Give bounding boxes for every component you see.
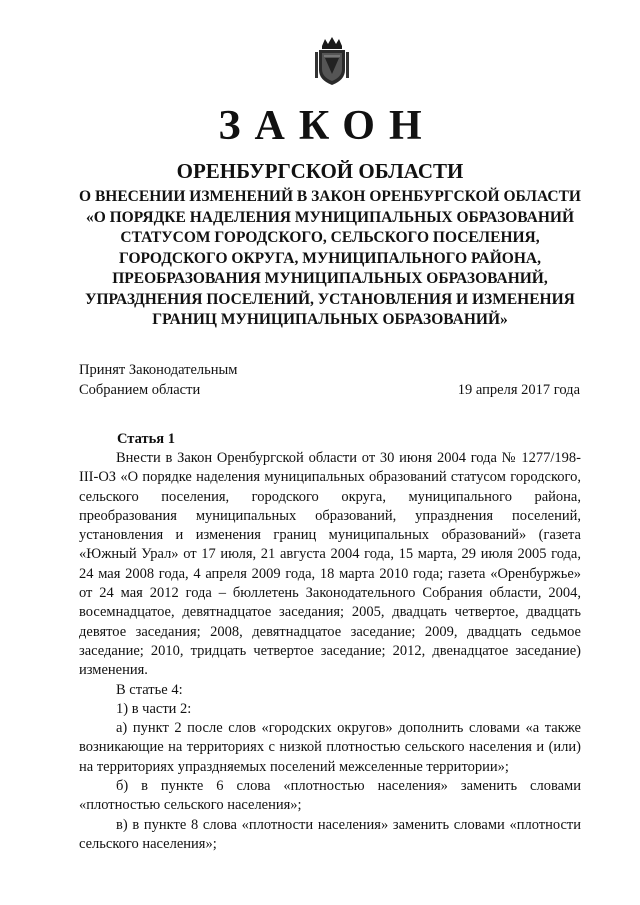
article-paragraph: 1) в части 2: (116, 700, 192, 717)
adoption-block (79, 361, 237, 400)
law-title: ЗАКОН (218, 103, 436, 149)
coat-of-arms-icon (314, 36, 350, 86)
article-heading: Статья 1 (117, 431, 175, 447)
subject-line: О ВНЕСЕНИИ ИЗМЕНЕНИЙ В ЗАКОН ОРЕНБУРГСКОЙ ОБЛАСТИ (79, 188, 581, 205)
article-paragraph: В статье 4: (116, 681, 183, 698)
adoption-line: Принят Законодательным (79, 362, 238, 378)
subject-line: СТАТУСОМ ГОРОДСКОГО, СЕЛЬСКОГО ПОСЕЛЕНИЯ, (120, 229, 540, 246)
adoption-line: Собранием области (79, 381, 201, 398)
article-paragraph: а) пункт 2 после слов «городских округов» дополнить словами «а также возникающие на территориях с низкой плотностью сельского населения и (или) на территориях упраздняемых поселений межселенные территории»; (79, 720, 581, 775)
article-body (79, 449, 581, 854)
subject-line: ПРЕОБРАЗОВАНИЯ МУНИЦИПАЛЬНЫХ ОБРАЗОВАНИЙ, (112, 270, 548, 287)
article-paragraph: в) в пункте 8 слова «плотности населения» заменить словами «плотности сельского населения»; (79, 816, 581, 852)
subject-line: «О ПОРЯДКЕ НАДЕЛЕНИЯ МУНИЦИПАЛЬНЫХ ОБРАЗОВАНИЙ (85, 208, 575, 226)
article-paragraph: Внести в Закон Оренбургской области от 30 июня 2004 года № 1277/198-III-ОЗ «О порядке наделения муниципальных образований статусом городского, сельского поселения, городского округа, муниципального района, преобразования муниципальных образований, упразднения поселений, установления и изменения границ муниципальных образований» (газета «Южный Урал» от 17 июля, 21 августа 2004 года, 15 марта, 29 июля 2005 года, 24 мая 2008 года, 4 апреля 2009 года, 18 марта 2010 года; газета «Оренбуржье» от 24 мая 2012 года – бюллетень Законодательного Собрания области, 2004, восемнадцатое, девятнадцатое заседания; 2005, двадцать четвертое, двадцать девятое заседания; 2008, девятнадцатое заседание; 2009, двадцать седьмое заседание; 2010, тридцать четвертое заседание; 2012, двенадцатое заседание) изменения. (79, 450, 581, 679)
adoption-date: 19 апреля 2017 года (457, 382, 580, 398)
subject-line: УПРАЗДНЕНИЯ ПОСЕЛЕНИЙ, УСТАНОВЛЕНИЯ И ИЗМЕНЕНИЯ (85, 290, 575, 308)
law-subject (70, 187, 590, 331)
region-title: ОРЕНБУРГСКОЙ ОБЛАСТИ (176, 159, 464, 183)
subject-line: ГРАНИЦ МУНИЦИПАЛЬНЫХ ОБРАЗОВАНИЙ» (152, 311, 508, 328)
article-paragraph: б) в пункте 6 слова «плотностью населения» заменить словами «плотностью сельского населения»; (79, 778, 581, 814)
subject-line: ГОРОДСКОГО ОКРУГА, МУНИЦИПАЛЬНОГО РАЙОНА, (119, 249, 541, 267)
